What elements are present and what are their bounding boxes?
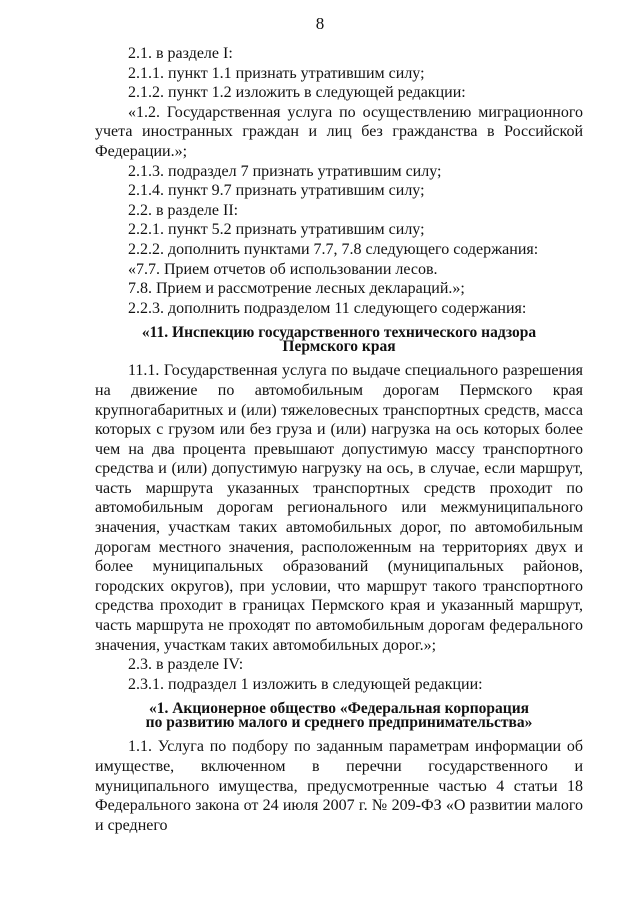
page-number: 8	[315, 14, 325, 33]
paragraph-2-1-3: 2.1.3. подраздел 7 признать утратившим силу;	[128, 162, 442, 180]
heading-line: Пермского края	[282, 337, 396, 355]
paragraph-2-2-2: 2.2.2. дополнить пунктами 7.7, 7.8 следующего содержания:	[128, 240, 539, 258]
paragraph-11-1: 11.1. Государственная услуга по выдаче специального разрешения на движение по автомобильным дорогам Пермского края крупногабаритных и (или) тяжеловесных транспортных средств, масса которых с грузом или без груза и (или) нагрузка на ось которых более чем на два процента превышают допустимую массу транспортного средства и (или) допустимую нагрузку на ось, в случае, если маршрут, часть маршрута указанных транспортных средств проходит по автомобильным дорогам регионального или межмуниципального значения, участкам таких автомобильных дорог, по автомобильным дорогам местного значения, расположенным на территориях двух и более муниципальных образований (муниципальных районов, городских округов), при условии, что маршрут такого транспортного средства проходит в границах Пермского края и указанный маршрут, часть маршрута не проходят по автомобильным дорогам федерального значения, участкам таких автомобильных дорог.»;	[95, 362, 583, 654]
section-heading-corporation	[95, 702, 583, 729]
paragraph-2-3: 2.3. в разделе IV:	[128, 656, 244, 674]
paragraph-1-2-quote: «1.2. Государственная услуга по осуществлению миграционного учета иностранных граждан и лиц без гражданства в Российской Федерации.»;	[95, 103, 583, 160]
paragraph-2-2: 2.2. в разделе II:	[128, 201, 239, 219]
section-heading-inspection	[95, 326, 583, 353]
paragraph-2-1-4: 2.1.4. пункт 9.7 признать утратившим силу;	[128, 182, 425, 200]
paragraph-2-1-1: 2.1.1. пункт 1.1 признать утратившим силу;	[128, 64, 425, 82]
paragraph-2-1: 2.1. в разделе I:	[128, 45, 233, 62]
paragraph-2-2-1: 2.2.1. пункт 5.2 признать утратившим силу;	[128, 221, 425, 239]
document-body	[95, 44, 583, 835]
paragraph-7-8: 7.8. Прием и рассмотрение лесных деклараций.»;	[128, 280, 465, 298]
heading-line: «11. Инспекцию государственного технического надзора	[141, 324, 537, 342]
heading-line: по развитию малого и среднего предпринимательства»	[145, 713, 533, 731]
heading-line: «1. Акционерное общество «Федеральная корпорация	[148, 700, 530, 718]
paragraph-1-1: 1.1. Услуга по подбору по заданным параметрам информации об имуществе, включенном в перечни государственного и муниципального имущества, предусмотренные частью 4 статьи 18 Федерального закона от 24 июля 2007 г. № 209-ФЗ «О развитии малого и среднего	[95, 738, 583, 834]
paragraph-2-1-2: 2.1.2. пункт 1.2 изложить в следующей редакции:	[128, 84, 466, 102]
paragraph-2-3-1: 2.3.1. подраздел 1 изложить в следующей редакции:	[128, 675, 483, 693]
paragraph-2-2-3: 2.2.3. дополнить подразделом 11 следующего содержания:	[128, 299, 527, 317]
paragraph-7-7-quote: «7.7. Прием отчетов об использовании лесов.	[128, 260, 438, 278]
